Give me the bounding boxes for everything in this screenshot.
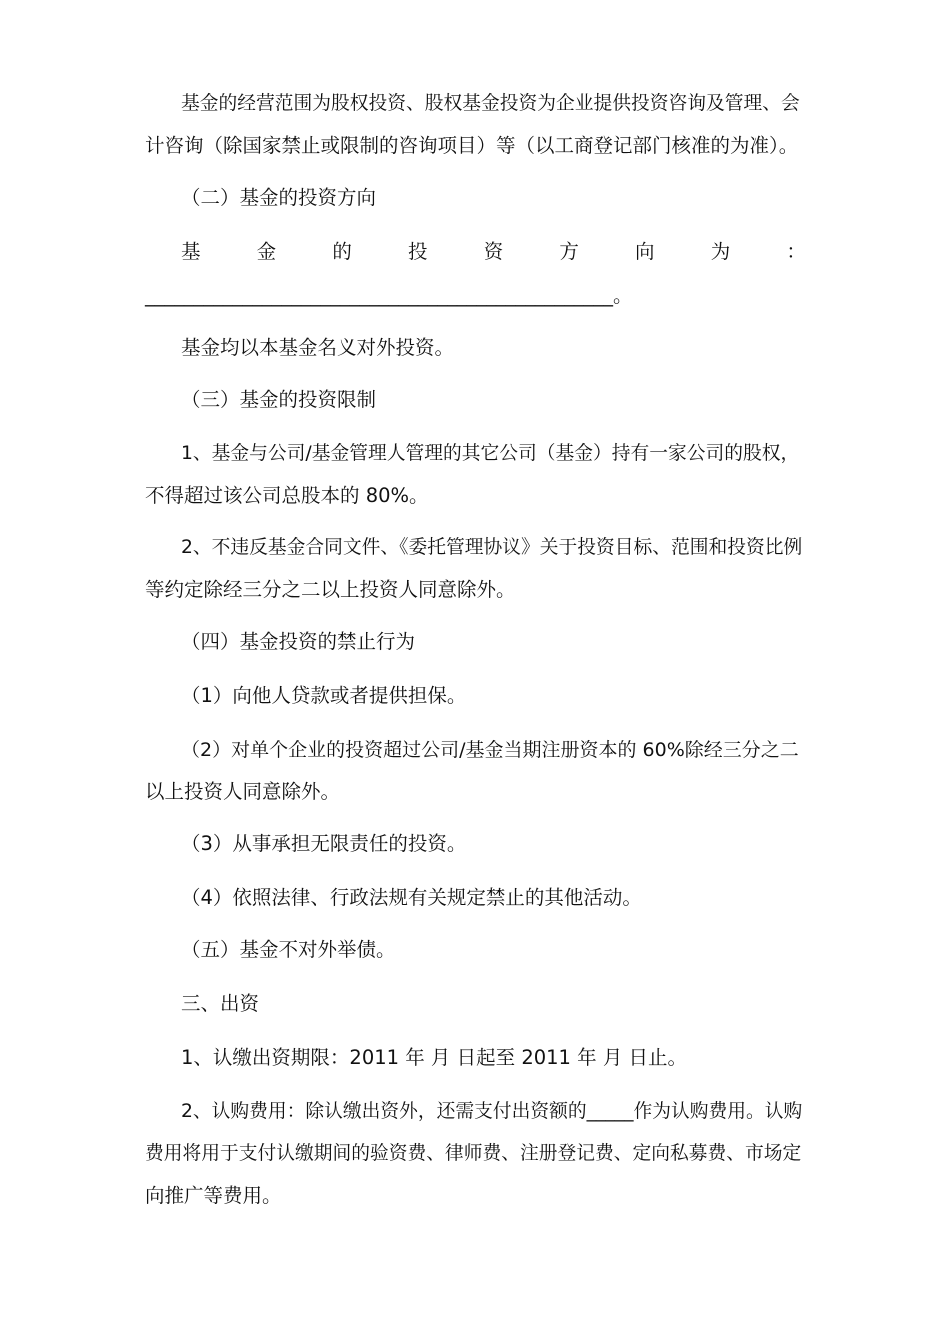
- char: 向: [635, 240, 655, 263]
- paragraph-contribution-period: 1、认缴出资期限：2011 年 月 日起至 2011 年 月 日止。: [181, 1046, 688, 1069]
- paragraph-invest-name: 基金均以本基金名义对外投资。: [181, 336, 455, 359]
- char: 基: [181, 240, 201, 263]
- paragraph-subscription-fee-line-2: 费用将用于支付认缴期间的验资费、律师费、注册登记费、定向私募费、市场定: [145, 1143, 802, 1164]
- heading-investment-limits: （三）基金的投资限制: [181, 388, 377, 411]
- paragraph-prohibit-2-line-1: （2）对单个企业的投资超过公司/基金当期注册资本的 60%除经三分之二: [181, 739, 799, 761]
- char: 投: [408, 240, 428, 263]
- paragraph-prohibit-3: （3）从事承担无限责任的投资。: [181, 832, 467, 855]
- paragraph-limit-1-line-1: 1、基金与公司/基金管理人管理的其它公司（基金）持有一家公司的股权，: [181, 443, 800, 464]
- paragraph-prohibit-4: （4）依照法律、行政法规有关规定禁止的其他活动。: [181, 886, 642, 909]
- paragraph-direction-blank: ________________________________________________。: [145, 284, 633, 307]
- paragraph-prohibit-2-line-2: 以上投资人同意除外。: [145, 780, 341, 803]
- paragraph-limit-2-line-1: 2、不违反基金合同文件、《委托管理协议》关于投资目标、范围和投资比例: [181, 537, 803, 558]
- heading-prohibited-acts: （四）基金投资的禁止行为: [181, 630, 416, 653]
- char: 金: [256, 240, 277, 263]
- paragraph-subscription-fee-line-3: 向推广等费用。: [145, 1184, 282, 1207]
- char: 资: [483, 240, 504, 263]
- paragraph-scope-line-2: 计咨询（除国家禁止或限制的咨询项目）等（以工商登记部门核准的为准）。: [145, 134, 799, 157]
- paragraph-prohibit-1: （1）向他人贷款或者提供担保。: [181, 684, 467, 707]
- paragraph-limit-2-line-2: 等约定除经三分之二以上投资人同意除外。: [145, 578, 516, 601]
- paragraph-scope-line-1: 基金的经营范围为股权投资、股权基金投资为企业提供投资咨询及管理、会: [181, 93, 800, 114]
- char: 方: [559, 240, 579, 263]
- paragraph-limit-1-line-2: 不得超过该公司总股本的 80%。: [145, 484, 429, 507]
- paragraph-direction-justified: [181, 238, 806, 266]
- char: ：: [786, 240, 806, 263]
- heading-no-debt: （五）基金不对外举债。: [181, 938, 396, 961]
- heading-investment-direction: （二）基金的投资方向: [181, 186, 377, 209]
- char: 的: [332, 240, 352, 263]
- char: 为: [710, 240, 731, 263]
- heading-contribution: 三、出资: [181, 992, 260, 1015]
- paragraph-subscription-fee-line-1: 2、认购费用：除认缴出资外，还需支付出资额的_____作为认购费用。认购: [181, 1101, 803, 1122]
